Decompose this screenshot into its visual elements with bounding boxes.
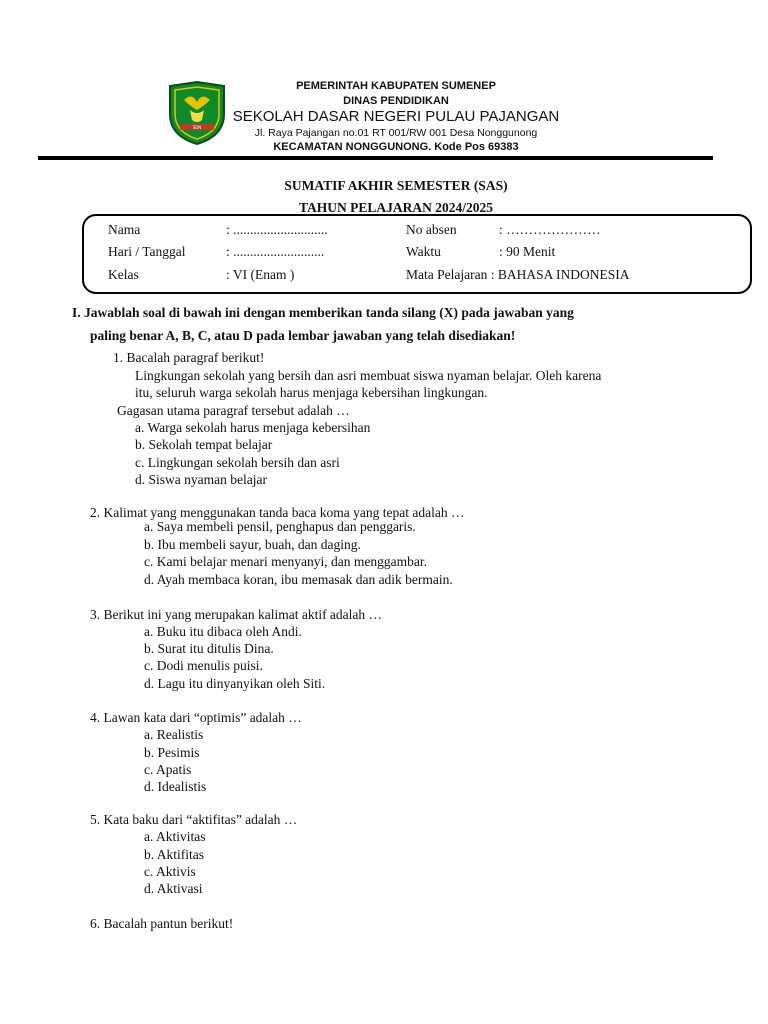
question-1-paragraph-line-2: itu, seluruh warga sekolah harus menjaga kebersihan lingkungan. [135,385,488,400]
school-district: KECAMATAN NONGGUNONG. Kode Pos 69383 [273,141,519,153]
mata-pelajaran: Mata Pelajaran : BAHASA INDONESIA [406,267,630,282]
instruction-line-2: paling benar A, B, C, atau D pada lembar jawaban yang telah disediakan! [90,328,516,343]
question-3-option-c[interactable]: c. Dodi menulis puisi. [144,658,263,673]
question-4-option-d[interactable]: d. Idealistis [144,779,207,794]
waktu-value: : 90 Menit [499,244,556,259]
waktu-label: Waktu [406,244,441,259]
question-1-option-d[interactable]: d. Siswa nyaman belajar [135,472,267,487]
question-5-option-b[interactable]: b. Aktifitas [144,847,204,862]
question-3-option-b[interactable]: b. Surat itu ditulis Dina. [144,641,274,656]
question-1-prompt: Gagasan utama paragraf tersebut adalah … [117,403,350,418]
nama-label: Nama [108,222,141,237]
question-3-option-a[interactable]: a. Buku itu dibaca oleh Andi. [144,624,302,639]
school-address: Jl. Raya Pajangan no.01 RT 001/RW 001 Desa Nonggunong [254,127,538,139]
hari-field[interactable]: : ........................... [226,244,325,259]
question-3-text: 3. Berikut ini yang merupakan kalimat aktif adalah … [90,607,383,622]
question-2-option-b[interactable]: b. Ibu membeli sayur, buah, dan daging. [144,537,361,552]
kelas-label: Kelas [108,267,139,282]
letterhead-divider [38,156,713,160]
school-name: SEKOLAH DASAR NEGERI PULAU PAJANGAN [232,108,560,125]
absen-field[interactable]: : ………………… [499,222,601,237]
exam-title: SUMATIF AKHIR SEMESTER (SAS) [284,178,508,193]
question-6-text: 6. Bacalah pantun berikut! [90,916,234,931]
exam-year: TAHUN PELAJARAN 2024/2025 [298,200,493,215]
question-4-option-a[interactable]: a. Realistis [144,727,204,742]
question-1-paragraph-line-1: Lingkungan sekolah yang bersih dan asri membuat siswa nyaman belajar. Oleh karena [135,368,602,383]
question-1-option-a[interactable]: a. Warga sekolah harus menjaga kebersihan [135,420,371,435]
question-2-text: 2. Kalimat yang menggunakan tanda baca koma yang tepat adalah … [90,505,465,520]
letterhead-department: DINAS PENDIDIKAN [343,95,449,107]
letterhead-government: PEMERINTAH KABUPATEN SUMENEP [296,80,496,92]
absen-label: No absen [406,222,457,237]
kelas-value: : VI (Enam ) [226,267,295,282]
question-5-option-c[interactable]: c. Aktivis [144,864,196,879]
school-logo [166,80,228,146]
question-2-option-c[interactable]: c. Kami belajar menari menyanyi, dan menggambar. [144,554,428,569]
hari-label: Hari / Tanggal [108,244,186,259]
question-2-option-a[interactable]: a. Saya membeli pensil, penghapus dan penggaris. [144,519,416,534]
question-2-option-d[interactable]: d. Ayah membaca koran, ibu memasak dan adik bermain. [144,572,453,587]
question-1-option-b[interactable]: b. Sekolah tempat belajar [135,437,273,452]
question-1-option-c[interactable]: c. Lingkungan sekolah bersih dan asri [135,455,340,470]
svg-text:SDN: SDN [192,125,202,130]
question-4-option-c[interactable]: c. Apatis [144,762,192,777]
instruction-line-1: I. Jawablah soal di bawah ini dengan memberikan tanda silang (X) pada jawaban yang [72,305,574,320]
question-5-text: 5. Kata baku dari “aktifitas” adalah … [90,812,298,827]
question-4-text: 4. Lawan kata dari “optimis” adalah … [90,710,302,725]
question-5-option-d[interactable]: d. Aktivasi [144,881,203,896]
question-1-intro: 1. Bacalah paragraf berikut! [113,350,265,365]
question-3-option-d[interactable]: d. Lagu itu dinyanyikan oleh Siti. [144,676,326,691]
question-5-option-a[interactable]: a. Aktivitas [144,829,206,844]
question-4-option-b[interactable]: b. Pesimis [144,745,200,760]
nama-field[interactable]: : ............................ [226,222,328,237]
